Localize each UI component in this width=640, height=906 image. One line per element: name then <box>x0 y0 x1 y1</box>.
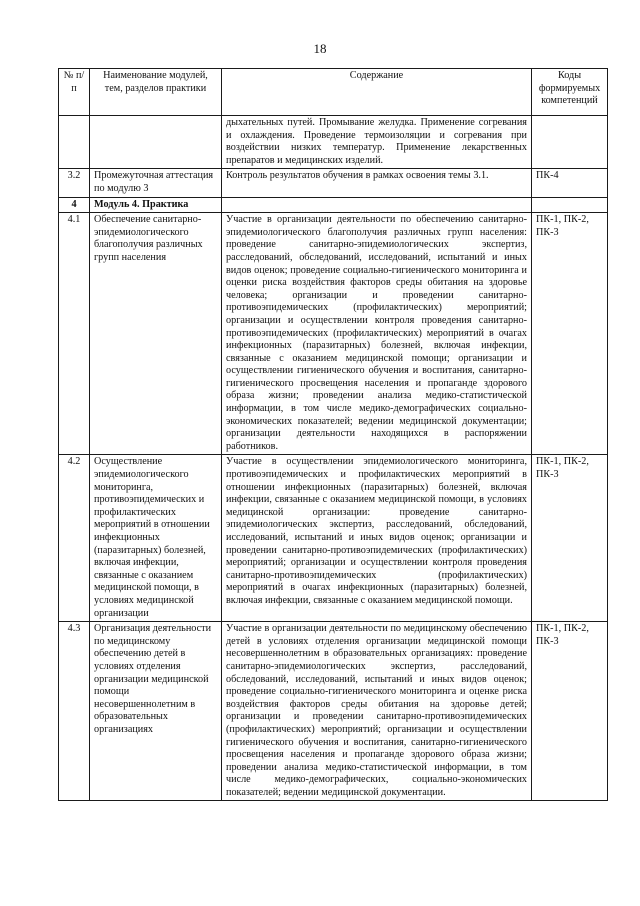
cell-num: 4.2 <box>59 455 90 622</box>
cell-num: 4.3 <box>59 622 90 801</box>
header-content: Содержание <box>222 69 532 116</box>
cell-content: Участие в осуществлении эпидемиологического мониторинга, противоэпидемических и профилактических мероприятий в отношении инфекционных (паразитарных) болезней, включая инфекции, связанные с оказанием медицинской помощи, в условиях медицинской организации: проведение санитарно-эпидемиологических экспертиз, расследований, обследований, исследований, испытаний и иных видов оценок; организации и проведении санитарно-противоэпидемических (профилактических) мероприятий; организации и осуществлении контроля проведения санитарно-противоэпидемических (профилактических) мероприятий в очагах инфекционных (паразитарных) болезней, включая инфекции, связанные с оказанием медицинской помощи. <box>222 455 532 622</box>
cell-name: Организация деятельности по медицинскому обеспечению детей в условиях отделения организации медицинской помощи несовершеннолетним в образовательных организациях <box>90 622 222 801</box>
cell-codes: ПК-4 <box>532 169 608 197</box>
cell-content: дыхательных путей. Промывание желудка. Применение согревания и охлаждения. Проведение термоизоляции и согревания при воздействии низких температур. Применение лекарственных препаратов и медицинских изделий. <box>222 116 532 169</box>
practice-modules-table <box>58 68 608 801</box>
cell-content: Участие в организации деятельности по медицинскому обеспечению детей в условиях отделения организации медицинской помощи несовершеннолетним в образовательных организациях: проведение санитарно-эпидемиологических экспертиз, расследований, обследований, исследований, испытаний и иных видов оценок; проведение социально-гигиенического мониторинга и оценке риска воздействия факторов среды обитания на здоровье детей; организации и проведении санитарно-противоэпидемических (профилактических) мероприятий; организации и осуществлении гигиенического обучения и воспитания, санитарно-гигиенического просвещения населения и пропаганде здорового образа жизни; проведении анализа медико-статистической информации, в том числе медико-демографических, социально-экономических показателей; ведении медицинской документации. <box>222 622 532 801</box>
header-codes: Коды формируемых компетенций <box>532 69 608 116</box>
cell-name: Модуль 4. Практика <box>90 197 222 213</box>
cell-codes: ПК-1, ПК-2, ПК-3 <box>532 622 608 801</box>
cell-codes <box>532 197 608 213</box>
cell-name: Промежуточная аттестация по модулю 3 <box>90 169 222 197</box>
table-header-row <box>59 69 608 116</box>
cell-num: 4.1 <box>59 213 90 455</box>
table-row-4-3 <box>59 622 608 801</box>
header-num: № п/п <box>59 69 90 116</box>
cell-num: 3.2 <box>59 169 90 197</box>
table-row-4-2 <box>59 455 608 622</box>
table-row-module-4 <box>59 197 608 213</box>
cell-codes: ПК-1, ПК-2, ПК-3 <box>532 455 608 622</box>
cell-num <box>59 116 90 169</box>
cell-num: 4 <box>59 197 90 213</box>
cell-content <box>222 197 532 213</box>
cell-name: Осуществление эпидемиологического мониторинга, противоэпидемических и профилактических мероприятий в отношении инфекционных (паразитарных) болезней, включая инфекции, связанные с оказанием медицинской помощи, в условиях медицинской организации <box>90 455 222 622</box>
header-name: Наименование модулей, тем, разделов практики <box>90 69 222 116</box>
table-row-3-2 <box>59 169 608 197</box>
table-row-4-1 <box>59 213 608 455</box>
page-number: 18 <box>313 41 327 56</box>
cell-codes: ПК-1, ПК-2, ПК-3 <box>532 213 608 455</box>
cell-content: Участие в организации деятельности по обеспечению санитарно-эпидемиологического благополучия различных групп населения: проведение санитарно-эпидемиологических экспертиз, расследований, обследований, исследований, испытаний и иных видов оценок; проведение социально-гигиенического мониторинга и оценки риска воздействия факторов среды обитания на здоровье человека; организации и проведении санитарно-противоэпидемических (профилактических) мероприятий; организации и осуществлении контроля проведения санитарно-противоэпидемических (профилактических) мероприятий в очагах инфекционных (паразитарных) болезней, включая инфекции, связанные с оказанием медицинской помощи; организации и осуществлении гигиенического обучения и воспитания, санитарно-гигиенического просвещения населения и пропаганде здорового образа жизни; проведении анализа медико-статистической информации, в том числе медико-демографических социально-экономических показателей; ведении медицинской документации; организации деятельности находящихся в распоряжении работников. <box>222 213 532 455</box>
cell-name: Обеспечение санитарно-эпидемиологического благополучия различных групп населения <box>90 213 222 455</box>
table-row-continuation <box>59 116 608 169</box>
cell-content: Контроль результатов обучения в рамках освоения темы 3.1. <box>222 169 532 197</box>
cell-name <box>90 116 222 169</box>
cell-codes <box>532 116 608 169</box>
